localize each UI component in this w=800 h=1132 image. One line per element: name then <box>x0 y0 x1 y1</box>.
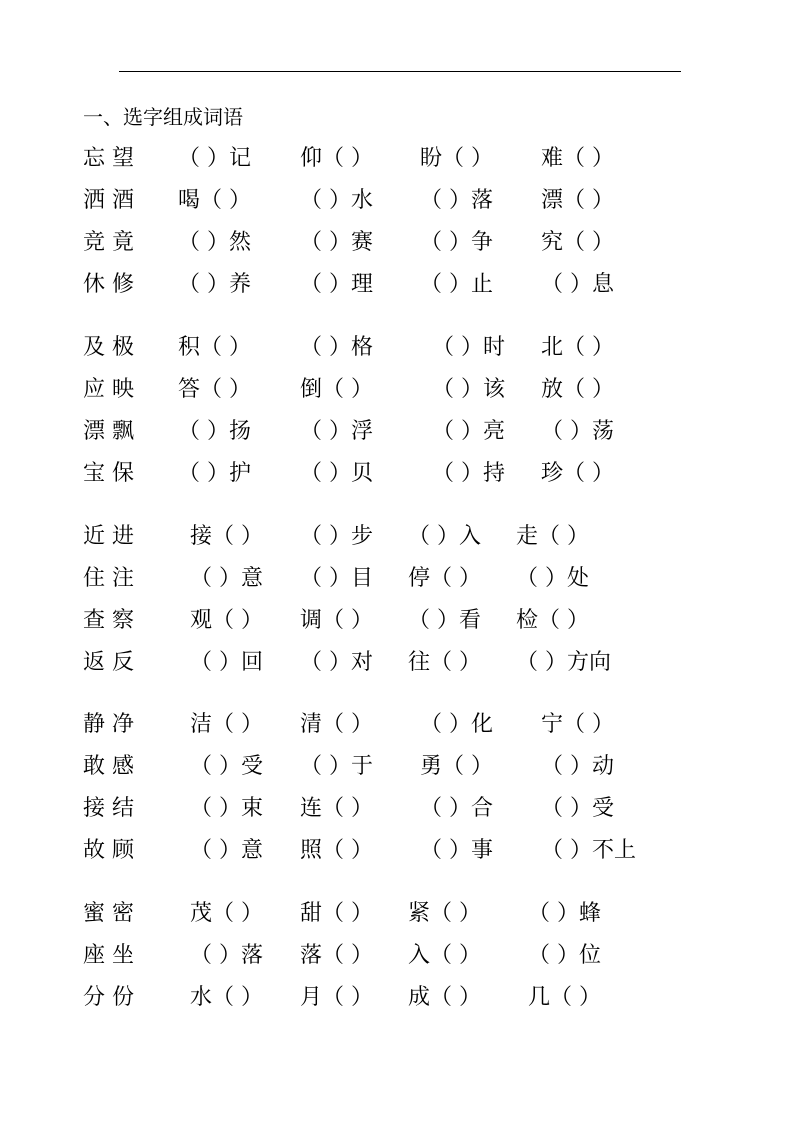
fill-in-blank[interactable]: 珍（ ） <box>541 461 614 486</box>
fill-in-blank[interactable]: 勇（ ） <box>420 754 493 779</box>
fill-in-blank[interactable]: （ ）受 <box>541 796 614 821</box>
fill-in-blank[interactable]: （ ）意 <box>190 838 263 863</box>
fill-in-blank[interactable]: 几（ ） <box>528 985 601 1010</box>
fill-in-blank[interactable]: （ ）意 <box>190 566 263 591</box>
fill-in-blank[interactable]: 清（ ） <box>300 712 373 737</box>
fill-in-blank[interactable]: 北（ ） <box>541 335 614 360</box>
fill-in-blank[interactable]: （ ）然 <box>178 230 251 255</box>
fill-in-blank[interactable]: （ ）时 <box>432 335 505 360</box>
fill-in-blank[interactable]: 观（ ） <box>190 608 263 633</box>
fill-in-blank[interactable]: （ ）束 <box>190 796 263 821</box>
fill-in-blank[interactable]: （ ）动 <box>541 754 614 779</box>
character-pair: 及 极 <box>83 335 134 360</box>
fill-in-blank[interactable]: 难（ ） <box>541 146 614 171</box>
fill-in-blank[interactable]: （ ）亮 <box>432 419 505 444</box>
fill-in-blank[interactable]: 答（ ） <box>178 377 251 402</box>
fill-in-blank[interactable]: （ ）于 <box>300 754 373 779</box>
fill-in-blank[interactable]: （ ）目 <box>300 566 373 591</box>
fill-in-blank[interactable]: （ ）水 <box>300 188 373 213</box>
fill-in-blank[interactable]: （ ）护 <box>178 461 251 486</box>
exercise-row <box>0 751 800 783</box>
fill-in-blank[interactable]: （ ）浮 <box>300 419 373 444</box>
fill-in-blank[interactable]: 停（ ） <box>408 566 481 591</box>
section-title: 一、选字组成词语 <box>83 105 243 129</box>
fill-in-blank[interactable]: （ ）回 <box>190 650 263 675</box>
fill-in-blank[interactable]: 落（ ） <box>300 943 373 968</box>
character-pair: 分 份 <box>83 985 134 1010</box>
exercise-row <box>0 898 800 930</box>
exercise-row <box>0 982 800 1014</box>
character-pair: 近 进 <box>83 524 134 549</box>
fill-in-blank[interactable]: （ ）赛 <box>300 230 373 255</box>
exercise-row <box>0 647 800 679</box>
fill-in-blank[interactable]: 照（ ） <box>300 838 373 863</box>
exercise-row <box>0 227 800 259</box>
fill-in-blank[interactable]: （ ）受 <box>190 754 263 779</box>
fill-in-blank[interactable]: （ ）合 <box>420 796 493 821</box>
fill-in-blank[interactable]: （ ）养 <box>178 272 251 297</box>
exercise-row <box>0 835 800 867</box>
exercise-row <box>0 374 800 406</box>
fill-in-blank[interactable]: （ ）对 <box>300 650 373 675</box>
fill-in-blank[interactable]: （ ）该 <box>432 377 505 402</box>
fill-in-blank[interactable]: （ ）看 <box>408 608 481 633</box>
fill-in-blank[interactable]: 喝（ ） <box>178 188 251 213</box>
exercise-row <box>0 185 800 217</box>
character-pair: 竞 竟 <box>83 230 134 255</box>
fill-in-blank[interactable]: 洁（ ） <box>190 712 263 737</box>
character-pair: 漂 飘 <box>83 419 134 444</box>
character-pair: 查 察 <box>83 608 134 633</box>
fill-in-blank[interactable]: （ ）方向 <box>516 650 611 675</box>
exercise-row <box>0 940 800 972</box>
fill-in-blank[interactable]: （ ）争 <box>420 230 493 255</box>
fill-in-blank[interactable]: 调（ ） <box>300 608 373 633</box>
fill-in-blank[interactable]: （ ）格 <box>300 335 373 360</box>
fill-in-blank[interactable]: （ ）不上 <box>541 838 636 863</box>
fill-in-blank[interactable]: 茂（ ） <box>190 901 263 926</box>
fill-in-blank[interactable]: 紧（ ） <box>408 901 481 926</box>
character-pair: 座 坐 <box>83 943 134 968</box>
fill-in-blank[interactable]: 接（ ） <box>190 524 263 549</box>
fill-in-blank[interactable]: 往（ ） <box>408 650 481 675</box>
fill-in-blank[interactable]: 走（ ） <box>516 524 589 549</box>
fill-in-blank[interactable]: （ ）落 <box>190 943 263 968</box>
fill-in-blank[interactable]: 盼（ ） <box>420 146 493 171</box>
character-pair: 宝 保 <box>83 461 134 486</box>
exercise-row <box>0 332 800 364</box>
fill-in-blank[interactable]: （ ）荡 <box>541 419 614 444</box>
fill-in-blank[interactable]: 检（ ） <box>516 608 589 633</box>
character-pair: 故 顾 <box>83 838 134 863</box>
fill-in-blank[interactable]: 究（ ） <box>541 230 614 255</box>
character-pair: 蜜 密 <box>83 901 134 926</box>
exercise-row <box>0 793 800 825</box>
fill-in-blank[interactable]: （ ）化 <box>420 712 493 737</box>
fill-in-blank[interactable]: （ ）贝 <box>300 461 373 486</box>
exercise-row <box>0 269 800 301</box>
fill-in-blank[interactable]: （ ）理 <box>300 272 373 297</box>
fill-in-blank[interactable]: 倒（ ） <box>300 377 373 402</box>
character-pair: 应 映 <box>83 377 134 402</box>
fill-in-blank[interactable]: （ ）扬 <box>178 419 251 444</box>
fill-in-blank[interactable]: 甜（ ） <box>300 901 373 926</box>
fill-in-blank[interactable]: 仰（ ） <box>300 146 373 171</box>
fill-in-blank[interactable]: 月（ ） <box>300 985 373 1010</box>
fill-in-blank[interactable]: 水（ ） <box>190 985 263 1010</box>
fill-in-blank[interactable]: （ ）落 <box>420 188 493 213</box>
fill-in-blank[interactable]: （ ）蜂 <box>528 901 601 926</box>
fill-in-blank[interactable]: 放（ ） <box>541 377 614 402</box>
fill-in-blank[interactable]: （ ）持 <box>432 461 505 486</box>
character-pair: 静 净 <box>83 712 134 737</box>
exercise-row <box>0 416 800 448</box>
exercise-row <box>0 563 800 595</box>
exercise-row <box>0 709 800 741</box>
fill-in-blank[interactable]: 积（ ） <box>178 335 251 360</box>
fill-in-blank[interactable]: （ ）位 <box>528 943 601 968</box>
fill-in-blank[interactable]: （ ）记 <box>178 146 251 171</box>
fill-in-blank[interactable]: 入（ ） <box>408 943 481 968</box>
fill-in-blank[interactable]: （ ）息 <box>541 272 614 297</box>
character-pair: 洒 酒 <box>83 188 134 213</box>
fill-in-blank[interactable]: 漂（ ） <box>541 188 614 213</box>
exercise-row <box>0 458 800 490</box>
character-pair: 接 结 <box>83 796 134 821</box>
exercise-row <box>0 605 800 637</box>
fill-in-blank[interactable]: 成（ ） <box>408 985 481 1010</box>
fill-in-blank[interactable]: （ ）处 <box>516 566 589 591</box>
top-rule <box>119 71 681 72</box>
character-pair: 返 反 <box>83 650 134 675</box>
fill-in-blank[interactable]: 宁（ ） <box>541 712 614 737</box>
fill-in-blank[interactable]: （ ）步 <box>300 524 373 549</box>
character-pair: 忘 望 <box>83 146 134 171</box>
character-pair: 住 注 <box>83 566 134 591</box>
fill-in-blank[interactable]: 连（ ） <box>300 796 373 821</box>
exercise-row <box>0 521 800 553</box>
character-pair: 敢 感 <box>83 754 134 779</box>
fill-in-blank[interactable]: （ ）事 <box>420 838 493 863</box>
character-pair: 休 修 <box>83 272 134 297</box>
exercise-row <box>0 143 800 175</box>
fill-in-blank[interactable]: （ ）入 <box>408 524 481 549</box>
fill-in-blank[interactable]: （ ）止 <box>420 272 493 297</box>
